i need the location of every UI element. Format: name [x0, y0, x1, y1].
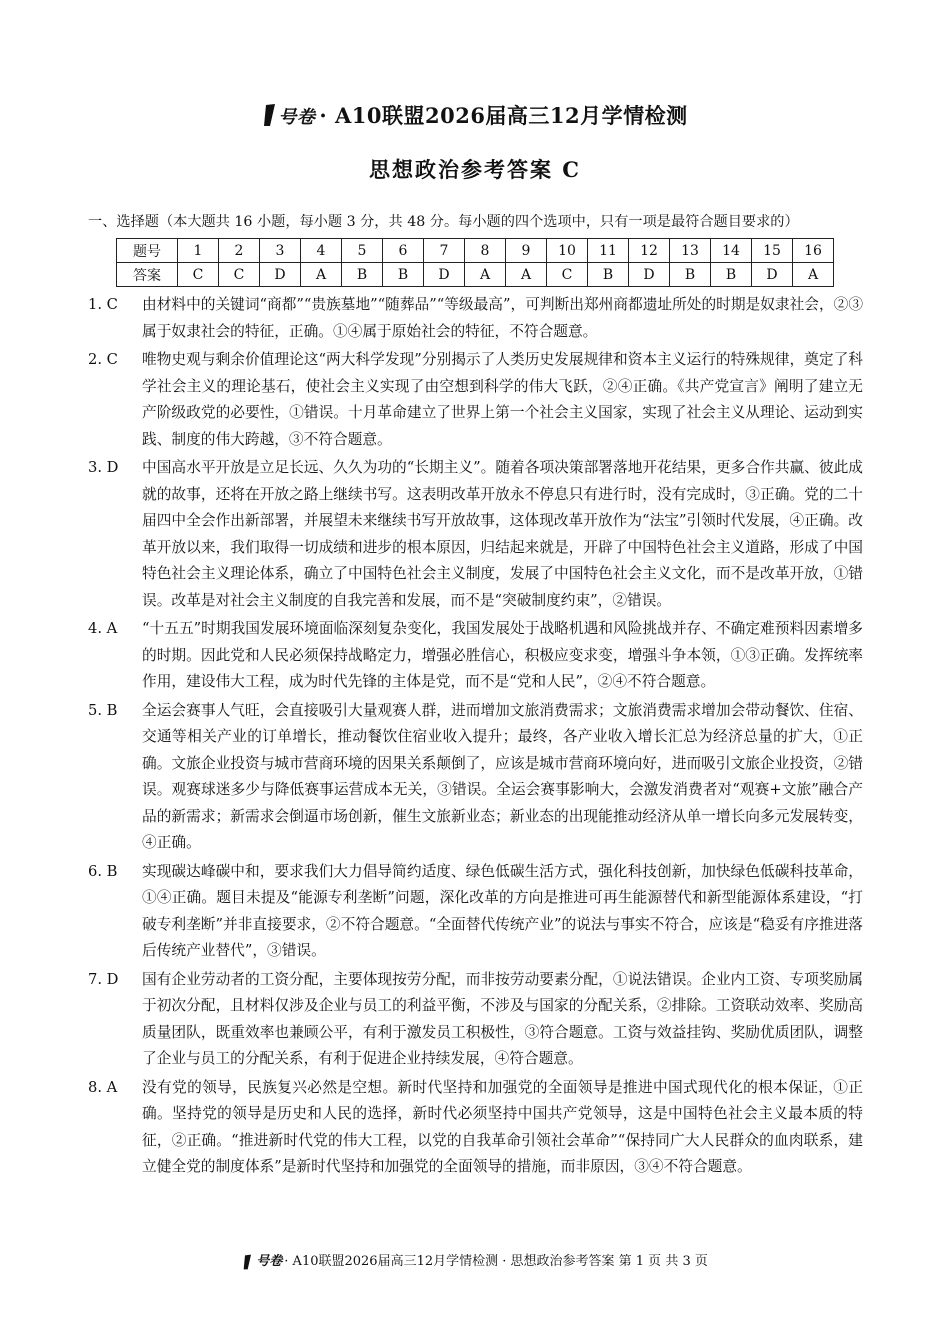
answer-row [117, 263, 834, 287]
answer-cell: B [588, 263, 629, 287]
question-number-cell: 5 [342, 239, 383, 263]
item-number: 1. C [88, 296, 118, 313]
explanation-item [88, 698, 863, 857]
question-number-cell: 8 [465, 239, 506, 263]
answer-cell: A [301, 263, 342, 287]
row-label-question: 题号 [117, 239, 178, 263]
explanation-item [88, 859, 863, 965]
answer-cell: D [260, 263, 301, 287]
item-explanation-text: 实现碳达峰碳中和，要求我们大力倡导简约适度、绿色低碳生活方式，强化科技创新，加快绿色低碳科技革命，①④正确。题目未提及“能源专利垄断”问题，深化改革的方向是推进可再生能源替代和新型能源体系建设，“打破专利垄断”并非直接要求，②不符合题意。“全面替代传统产业”的说法与事实不符合，应该是“稳妥有序推进落后传统产业替代”，③错误。 [142, 862, 863, 959]
question-number-cell: 2 [219, 239, 260, 263]
answer-cell: B [670, 263, 711, 287]
explanation-item [88, 292, 863, 345]
question-number-cell: 9 [506, 239, 547, 263]
answer-cell: B [383, 263, 424, 287]
question-number-cell: 7 [424, 239, 465, 263]
footer-logo-icon [242, 1254, 256, 1269]
answer-cell: D [629, 263, 670, 287]
question-number-cell: 10 [547, 239, 588, 263]
explanation-item [88, 347, 863, 453]
question-number-cell: 6 [383, 239, 424, 263]
answer-cell: C [219, 263, 260, 287]
item-number: 7. D [88, 970, 119, 988]
answer-cell: B [711, 263, 752, 287]
footer-text: · A10联盟2026届高三12月学情检测 · 思想政治参考答案 第 1 页 共 3 页 [284, 1254, 708, 1269]
item-explanation-text: “十五五”时期我国发展环境面临深刻复杂变化，我国发展处于战略机遇和风险挑战并存、不确定难预料因素增多的时期。因此党和人民必须保持战略定力，增强必胜信心，积极应变求变，增强斗争本领，①③正确。发挥统率作用，建设伟大工程，成为时代先锋的主体是党，而不是“党和人民”，②④不符合题意。 [142, 620, 863, 690]
question-number-cell: 15 [752, 239, 793, 263]
question-number-cell: 14 [711, 239, 752, 263]
brand-logo-icon [262, 103, 276, 132]
page-subtitle: 思想政治参考答案 C [368, 157, 582, 182]
brand-logo-text: 号卷 [278, 107, 316, 128]
answer-cell: C [547, 263, 588, 287]
item-explanation-text: 全运会赛事人气旺，会直接吸引大量观赛人群，进而增加文旅消费需求；文旅消费需求增加会带动餐饮、住宿、交通等相关产业的订单增长，推动餐饮住宿业收入提升；最终，各产业收入增长汇总为经济总量的扩大，①正确。文旅企业投资与城市营商环境的因果关系颠倒了，应该是城市营商环境向好，进而吸引文旅企业投资，②错误。观赛球迷多少与降低赛事运营成本无关，③错误。全运会赛事影响大，会激发消费者对“观赛+文旅”融合产品的新需求；新需求会倒逼市场创新，催生文旅新业态；新业态的出现能推动经济从单一增长向多元发展转变，④正确。 [142, 701, 863, 851]
question-number-cell: 16 [793, 239, 834, 263]
answer-cell: D [424, 263, 465, 287]
answer-table [116, 238, 834, 287]
item-explanation-text: 中国高水平开放是立足长远、久久为功的“长期主义”。随着各项决策部署落地开花结果，更多合作共赢、彼此成就的故事，还将在开放之路上继续书写。这表明改革开放永不停息只有进行时，没有完成时，③正确。党的二十届四中全会作出新部署，并展望未来继续书写开放故事，这体现改革开放作为“法宝”引领时代发展，④正确。改革开放以来，我们取得一切成绩和进步的根本原因，归结起来就是，开辟了中国特色社会主义道路，形成了中国特色社会主义理论体系，确立了中国特色社会主义制度，发展了中国特色社会主义文化，而不是改革开放，①错误。改革是对社会主义制度的自我完善和发展，而不是“突破制度约束”，②错误。 [142, 459, 863, 609]
item-explanation-text: 唯物史观与剩余价值理论这“两大科学发现”分别揭示了人类历史发展规律和资本主义运行的特殊规律，奠定了科学社会主义的理论基石，使社会主义实现了由空想到科学的伟大飞跃，②④正确。《共产党宣言》阐明了建立无产阶级政党的必要性，①错误。十月革命建立了世界上第一个社会主义国家，实现了社会主义从理论、运动到实践、制度的伟大跨越，③不符合题意。 [142, 351, 863, 448]
explanation-item [88, 616, 863, 696]
item-number: 5. B [88, 701, 118, 719]
answer-cell: A [465, 263, 506, 287]
item-explanation-text: 国有企业劳动者的工资分配，主要体现按劳分配，而非按劳动要素分配，①说法错误。企业内工资、专项奖励属于初次分配，且材料仅涉及企业与员工的利益平衡，不涉及与国家的分配关系，②排除。工资联动效率、奖励高质量团队，既重效率也兼顾公平，有利于激发员工积极性，③符合题意。工资与效益挂钩、奖励优质团队，调整了企业与员工的分配关系，有利于促进企业持续发展，④符合题意。 [142, 970, 863, 1067]
answer-cell: B [342, 263, 383, 287]
question-number-cell: 13 [670, 239, 711, 263]
explanation-item [88, 1075, 863, 1181]
question-number-row [117, 239, 834, 263]
question-number-cell: 4 [301, 239, 342, 263]
page-title [0, 100, 950, 132]
item-explanation-text: 没有党的领导，民族复兴必然是空想。新时代坚持和加强党的全面领导是推进中国式现代化的根本保证，①正确。坚持党的领导是历史和人民的选择，新时代必须坚持中国共产党领导，这是中国特色社会主义最本质的特征，②正确。“推进新时代党的伟大工程，以党的自我革命引领社会革命”“保持同广大人民群众的血肉联系，建立健全党的制度体系”是新时代坚持和加强党的全面领导的措施，而非原因，③④不符合题意。 [142, 1078, 863, 1175]
item-number: 3. D [88, 459, 119, 476]
question-number-cell: 11 [588, 239, 629, 263]
question-number-cell: 12 [629, 239, 670, 263]
title-text: · A10联盟2026届高三12月学情检测 [319, 103, 688, 128]
item-explanation-text: 由材料中的关键词“商都”“贵族墓地”“随葬品”“等级最高”，可判断出郑州商都遗址所处的时期是奴隶社会，②③属于奴隶社会的特征，正确。①④属于原始社会的特征，不符合题意。 [142, 296, 864, 340]
section-heading: 一、选择题（本大题共 16 小题，每小题 3 分，共 48 分。每小题的四个选项中，只有一项是最符合题目要求的） [88, 214, 799, 230]
explanations-list [88, 292, 863, 1183]
answer-cell: C [178, 263, 219, 287]
item-number: 4. A [88, 620, 118, 637]
row-label-answer: 答案 [117, 263, 178, 287]
item-number: 6. B [88, 862, 118, 880]
footer-logo-text: 号卷 [256, 1254, 283, 1269]
item-number: 8. A [88, 1078, 118, 1096]
explanation-item [88, 967, 863, 1073]
explanation-item [88, 455, 863, 614]
answer-cell: A [793, 263, 834, 287]
page-footer [0, 1250, 950, 1270]
item-number: 2. C [88, 351, 118, 368]
answer-cell: D [752, 263, 793, 287]
answer-cell: A [506, 263, 547, 287]
question-number-cell: 3 [260, 239, 301, 263]
question-number-cell: 1 [178, 239, 219, 263]
